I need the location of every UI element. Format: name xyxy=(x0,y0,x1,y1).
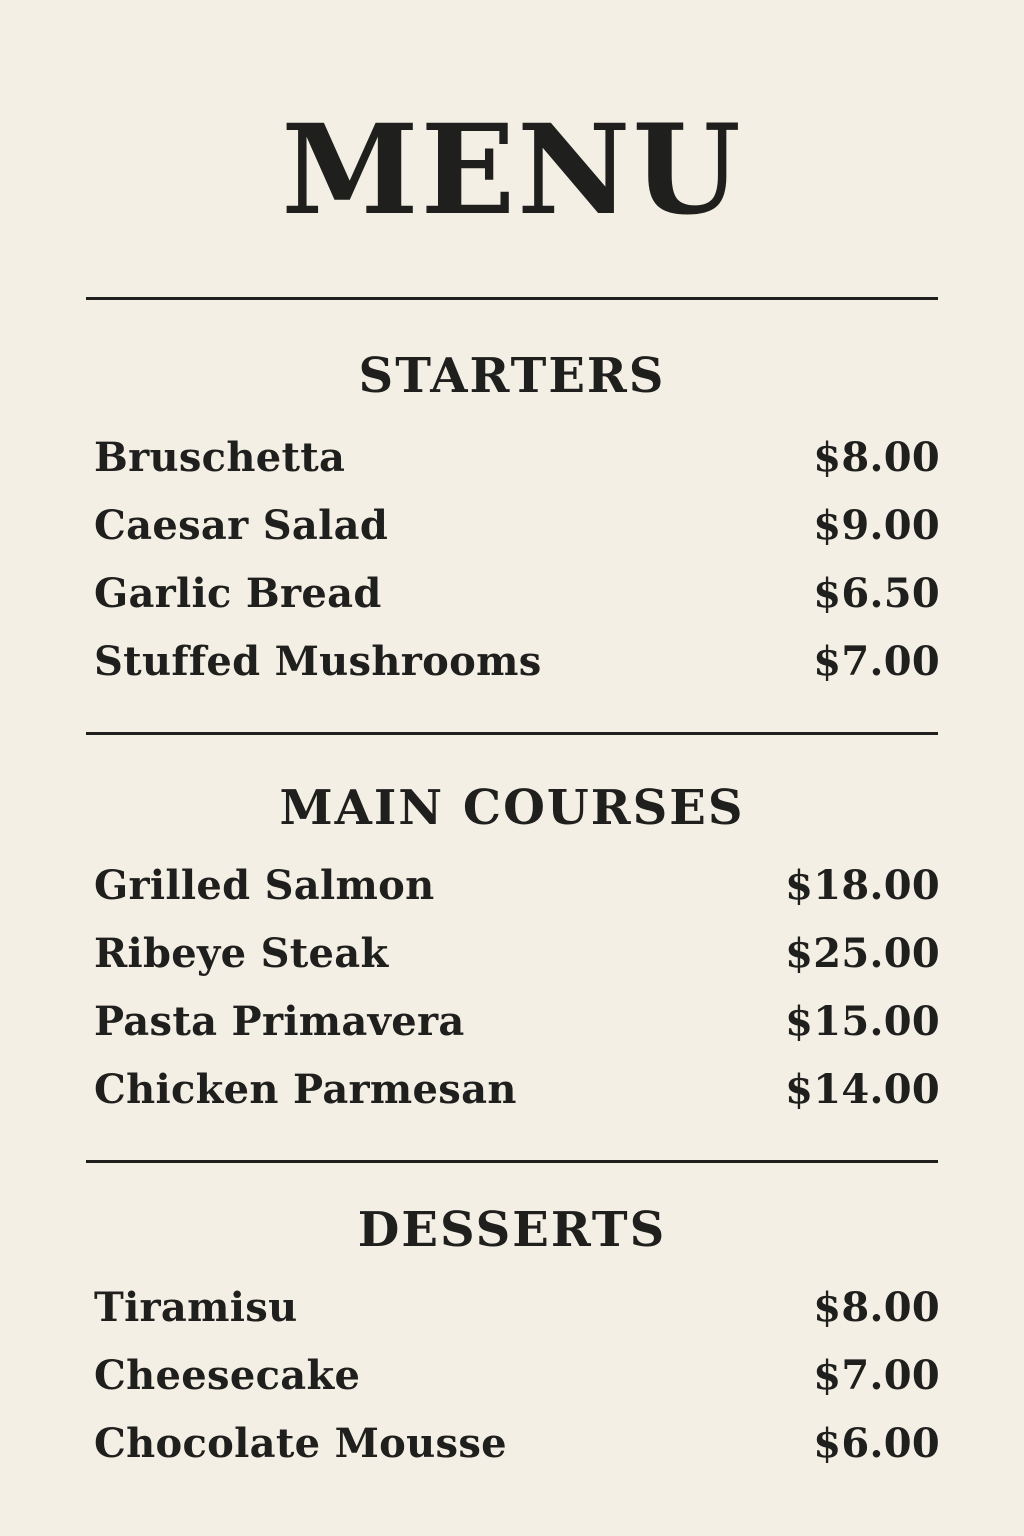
item-name: Cheesecake xyxy=(94,1352,361,1399)
menu-item xyxy=(94,1274,940,1342)
item-name: Grilled Salmon xyxy=(94,862,435,909)
item-name: Stuffed Mushrooms xyxy=(94,638,542,685)
item-price: $9.00 xyxy=(813,502,940,549)
item-price: $7.00 xyxy=(813,638,940,685)
menu-item xyxy=(94,628,940,696)
divider xyxy=(86,732,938,735)
menu-item xyxy=(94,1342,940,1410)
menu-item xyxy=(94,1056,940,1124)
section-heading-main-courses: MAIN COURSES xyxy=(279,780,745,836)
item-name: Pasta Primavera xyxy=(94,998,465,1045)
section-heading-starters: STARTERS xyxy=(358,348,666,404)
item-price: $15.00 xyxy=(785,998,940,1045)
section-heading-desserts: DESSERTS xyxy=(357,1202,667,1258)
menu-item xyxy=(94,424,940,492)
item-name: Caesar Salad xyxy=(94,502,389,549)
item-price: $18.00 xyxy=(785,862,940,909)
divider xyxy=(86,297,938,300)
item-name: Bruschetta xyxy=(94,434,346,481)
item-price: $25.00 xyxy=(785,930,940,977)
item-price: $6.50 xyxy=(813,570,940,617)
item-name: Ribeye Steak xyxy=(94,930,389,977)
menu-item xyxy=(94,492,940,560)
menu-item xyxy=(94,920,940,988)
menu-item xyxy=(94,988,940,1056)
item-price: $6.00 xyxy=(813,1420,940,1467)
main-courses-list xyxy=(94,852,940,1124)
divider xyxy=(86,1160,938,1163)
menu-item xyxy=(94,852,940,920)
item-name: Garlic Bread xyxy=(94,570,382,617)
item-price: $7.00 xyxy=(813,1352,940,1399)
starters-list xyxy=(94,424,940,696)
item-price: $8.00 xyxy=(813,1284,940,1331)
menu-item xyxy=(94,1410,940,1478)
item-name: Chicken Parmesan xyxy=(94,1066,517,1113)
item-price: $14.00 xyxy=(785,1066,940,1113)
menu-item xyxy=(94,560,940,628)
desserts-list xyxy=(94,1274,940,1478)
item-name: Chocolate Mousse xyxy=(94,1420,507,1467)
item-price: $8.00 xyxy=(813,434,940,481)
item-name: Tiramisu xyxy=(94,1284,298,1331)
menu-title: MENU xyxy=(281,98,743,243)
